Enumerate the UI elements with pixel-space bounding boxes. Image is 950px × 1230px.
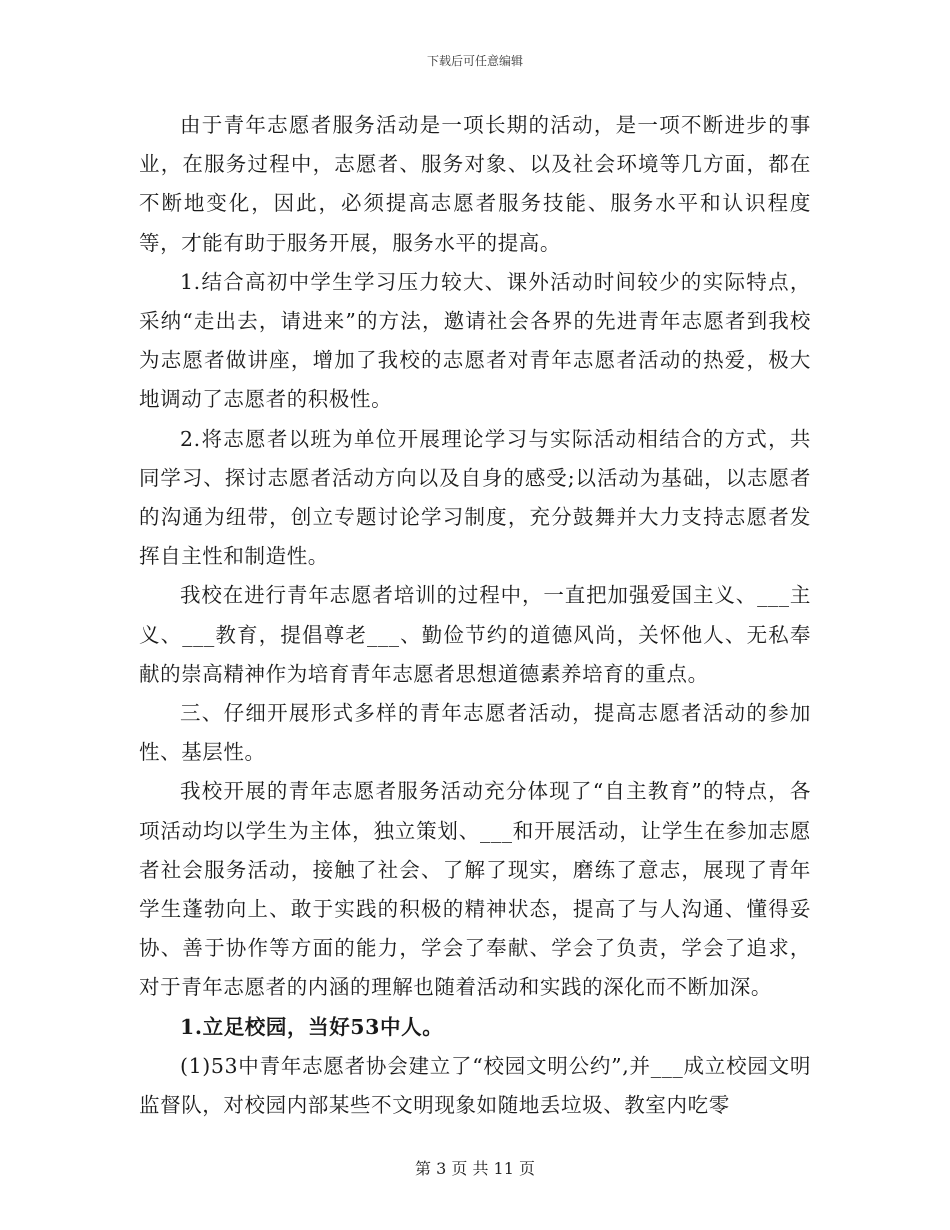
paragraph-self-education: 我校开展的青年志愿者服务活动充分体现了“自主教育”的特点，各项活动均以学生为主体，独立策划、___和开展活动，让学生在参加志愿者社会服务活动，接触了社会、了解了现实，磨练了意志，展现了青年学生蓬勃向上、敢于实践的积极的精神状态，提高了与人沟通、懂得妥协、善于协作等方面的能力，学会了奉献、学会了负责，学会了追求，对于青年志愿者的内涵的理解也随着活动和实践的深化而不断加深。 (139, 779, 811, 1000)
paragraph-point-1-lectures: 1.结合高初中学生学习压力较大、课外活动时间较少的实际特点，采纳“走出去，请进来”的方法，邀请社会各界的先进青年志愿者到我校为志愿者做讲座，增加了我校的志愿者对青年志愿者活动的热爱，极大地调动了志愿者的积极性。 (139, 269, 811, 412)
section-heading-three: 三、仔细开展形式多样的青年志愿者活动，提高志愿者活动的参加性、基层性。 (139, 701, 811, 765)
document-body (139, 106, 811, 1125)
page-header: 下载后可任意编辑 (426, 54, 523, 68)
page-number: 第 3 页 共 11 页 (415, 1159, 535, 1178)
paragraph-moral-training: 我校在进行青年志愿者培训的过程中，一直把加强爱国主义、___主义、___教育，提倡尊老___、勤俭节约的道德风尚，关怀他人、无私奉献的崇高精神作为培育青年志愿者思想道德素养培育的重点。 (139, 583, 811, 686)
paragraph-service-improvement: 由于青年志愿者服务活动是一项长期的活动，是一项不断进步的事业，在服务过程中，志愿者、服务对象、以及社会环境等几方面，都在不断地变化，因此，必须提高志愿者服务技能、服务水平和认识程度等，才能有助于服务开展，服务水平的提高。 (139, 113, 811, 255)
paragraph-civility-pact: (1)53中青年志愿者协会建立了“校园文明公约”,并___成立校园文明监督队，对校园内部某些不文明现象如随地丢垃圾、教室内吃零 (139, 1053, 811, 1118)
subheading-campus: 1.立足校园，当好53中人。 (180, 1014, 444, 1039)
paragraph-point-2-study: 2.将志愿者以班为单位开展理论学习与实际活动相结合的方式，共同学习、探讨志愿者活动方向以及自身的感受;以活动为基础，以志愿者的沟通为纽带，创立专题讨论学习制度，充分鼓舞并大力支持志愿者发挥自主性和制造性。 (139, 426, 811, 569)
